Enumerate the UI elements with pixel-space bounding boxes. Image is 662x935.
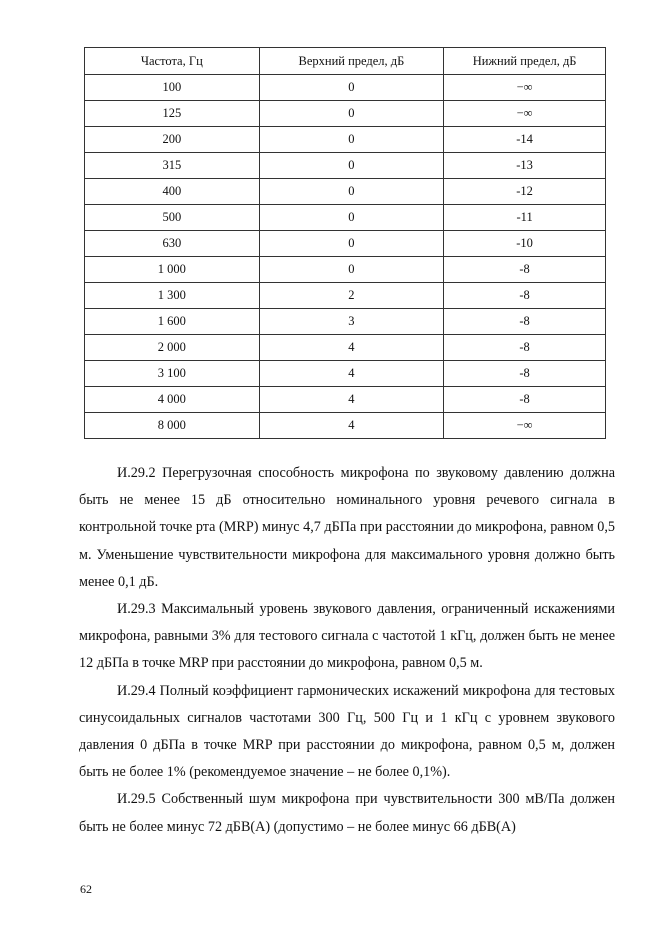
table-row [85, 179, 606, 205]
table-row [85, 205, 606, 231]
cell-upper-limit: 0 [259, 75, 444, 101]
paragraph: И.29.3 Максимальный уровень звукового давления, ограниченный искажениями микрофона, равными 3% для тестового сигнала с частотой 1 кГц, должен быть не менее 12 дБПа в точке MRP при расстоянии до микрофона, равном 0,5 м. [79, 601, 615, 672]
table-row [85, 413, 606, 439]
cell-frequency: 2 000 [85, 335, 260, 361]
table-row [85, 283, 606, 309]
cell-frequency: 1 600 [85, 309, 260, 335]
cell-lower-limit: -8 [444, 257, 606, 283]
table-row [85, 127, 606, 153]
table-row [85, 257, 606, 283]
cell-lower-limit: -8 [444, 309, 606, 335]
cell-frequency: 1 300 [85, 283, 260, 309]
limits-table [84, 47, 606, 439]
cell-lower-limit: −∞ [444, 101, 606, 127]
cell-lower-limit: −∞ [444, 75, 606, 101]
paragraph: И.29.5 Собственный шум микрофона при чувствительности 300 мВ/Па должен быть не более минус 72 дБВ(А) (допустимо – не более минус 66 дБВ(А) [79, 791, 615, 835]
cell-lower-limit: −∞ [444, 413, 606, 439]
table-row [85, 75, 606, 101]
table-row [85, 153, 606, 179]
table-row [85, 387, 606, 413]
cell-frequency: 100 [85, 75, 260, 101]
table-row [85, 101, 606, 127]
cell-lower-limit: -8 [444, 361, 606, 387]
paragraph: И.29.4 Полный коэффициент гармонических искажений микрофона для тестовых синусоидальных сигналов частотами 300 Гц, 500 Гц и 1 кГц с уровнем звукового давления 0 дБПа в точке MRP при расстоянии до микрофона, равном 0,5 м, должен быть не более 1% (рекомендуемое значение – не более 0,1%). [79, 682, 615, 781]
paragraph: И.29.2 Перегрузочная способность микрофона по звуковому давлению должна быть не менее 15 дБ относительно номинального уровня речевого сигнала в контрольной точке рта (MRP) минус 4,7 дБПа при расстоянии до микрофона, равном 0,5 м. Уменьшение чувствительности микрофона для максимального уровня должно быть менее 0,1 дБ. [79, 465, 615, 590]
cell-upper-limit: 0 [259, 153, 444, 179]
cell-lower-limit: -8 [444, 283, 606, 309]
cell-upper-limit: 0 [259, 205, 444, 231]
cell-upper-limit: 2 [259, 283, 444, 309]
cell-frequency: 3 100 [85, 361, 260, 387]
cell-upper-limit: 3 [259, 309, 444, 335]
cell-frequency: 630 [85, 231, 260, 257]
table-row [85, 361, 606, 387]
cell-upper-limit: 0 [259, 257, 444, 283]
table-row [85, 309, 606, 335]
body-text [79, 460, 615, 841]
cell-lower-limit: -8 [444, 335, 606, 361]
table-row [85, 335, 606, 361]
cell-upper-limit: 4 [259, 413, 444, 439]
cell-frequency: 315 [85, 153, 260, 179]
cell-lower-limit: -12 [444, 179, 606, 205]
page-number: 62 [80, 882, 92, 896]
cell-frequency: 400 [85, 179, 260, 205]
cell-frequency: 1 000 [85, 257, 260, 283]
cell-lower-limit: -10 [444, 231, 606, 257]
cell-upper-limit: 4 [259, 335, 444, 361]
table-row [85, 231, 606, 257]
cell-frequency: 8 000 [85, 413, 260, 439]
cell-lower-limit: -11 [444, 205, 606, 231]
cell-lower-limit: -8 [444, 387, 606, 413]
table-body [85, 75, 606, 439]
cell-upper-limit: 0 [259, 231, 444, 257]
cell-lower-limit: -14 [444, 127, 606, 153]
header-upper-limit: Верхний предел, дБ [259, 48, 444, 75]
cell-upper-limit: 0 [259, 127, 444, 153]
cell-upper-limit: 0 [259, 179, 444, 205]
cell-frequency: 200 [85, 127, 260, 153]
cell-upper-limit: 4 [259, 361, 444, 387]
cell-frequency: 4 000 [85, 387, 260, 413]
cell-frequency: 125 [85, 101, 260, 127]
cell-lower-limit: -13 [444, 153, 606, 179]
cell-frequency: 500 [85, 205, 260, 231]
header-frequency: Частота, Гц [85, 48, 260, 75]
table-header-row [85, 48, 606, 75]
header-lower-limit: Нижний предел, дБ [444, 48, 606, 75]
cell-upper-limit: 4 [259, 387, 444, 413]
cell-upper-limit: 0 [259, 101, 444, 127]
